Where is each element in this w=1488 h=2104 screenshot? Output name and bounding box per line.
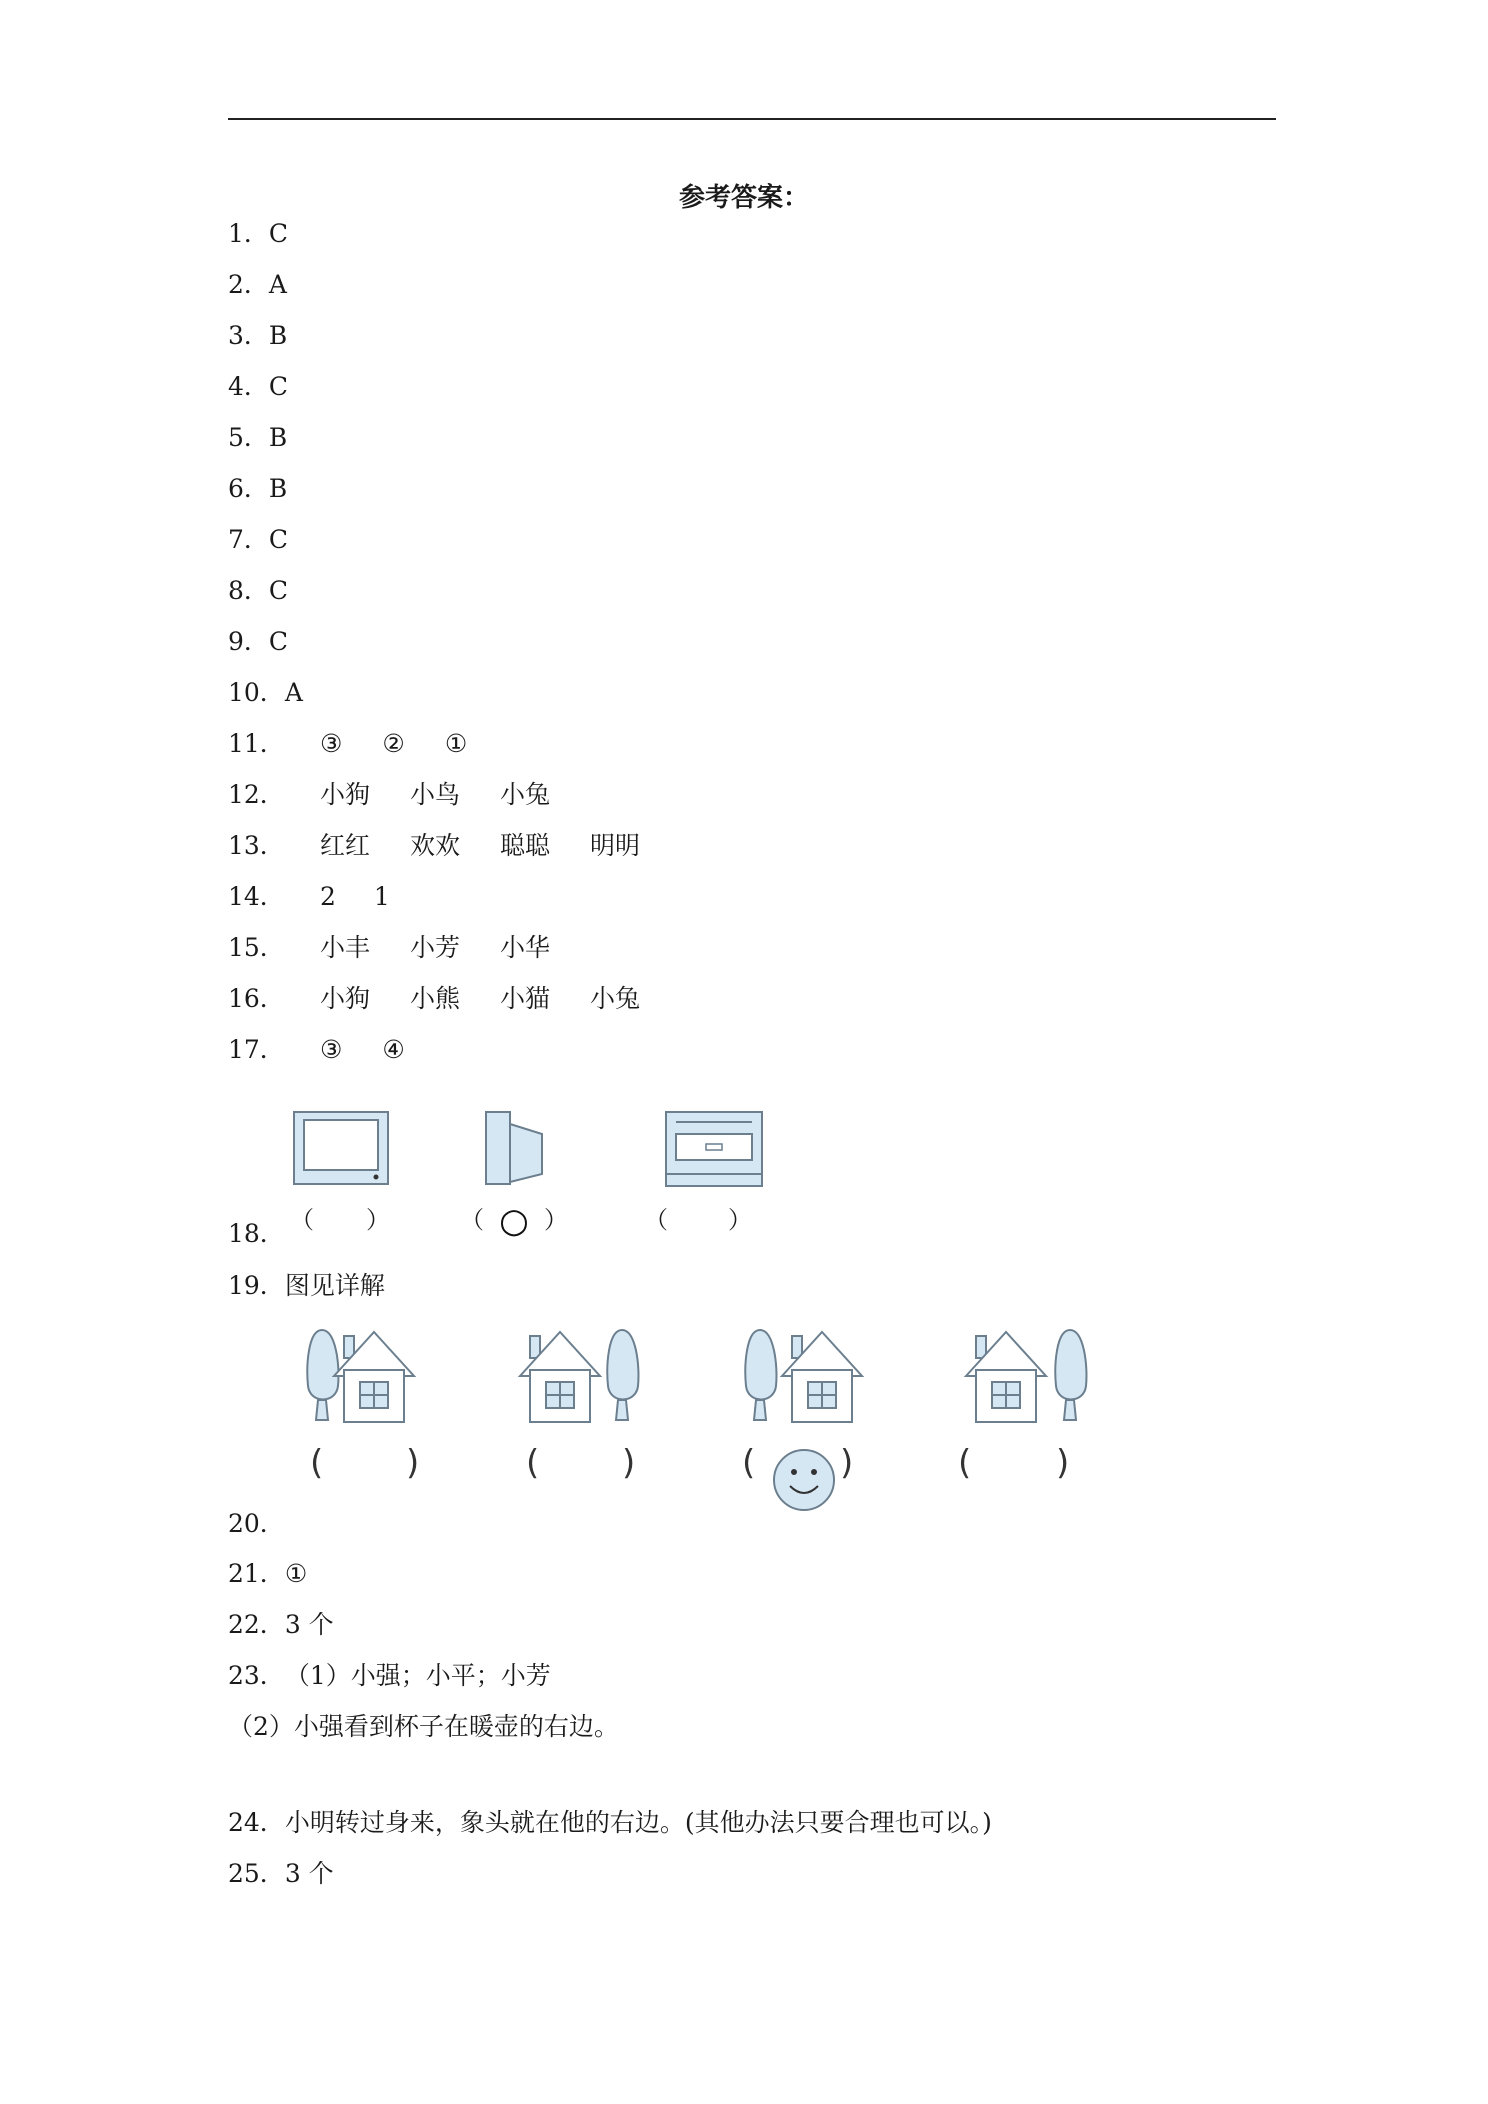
bracket-left: (	[958, 1443, 972, 1483]
answer-line	[228, 626, 288, 658]
option-text: 小兔	[590, 984, 641, 1013]
answer-text: A	[284, 678, 303, 707]
answer-line	[228, 1034, 405, 1066]
answer-line	[228, 1711, 619, 1743]
option-text: 红红	[320, 831, 371, 860]
option-text: ①	[444, 729, 468, 758]
option-text: 小兔	[500, 780, 551, 809]
bracket-left: （	[460, 1208, 484, 1234]
answer-text: A	[268, 270, 287, 299]
answer-line	[228, 575, 288, 607]
answer-line	[228, 1858, 334, 1890]
answer-line	[228, 779, 550, 811]
answer-text: B	[268, 423, 288, 452]
question-number: 25．	[228, 1859, 285, 1888]
question-number: 21．	[228, 1559, 285, 1588]
house-tree-group-4	[966, 1330, 1086, 1422]
answer-line	[228, 1807, 992, 1839]
question-number: 8．	[228, 576, 269, 605]
answer-text: B	[268, 474, 288, 503]
question-number: 12．	[228, 780, 285, 809]
house-icon	[782, 1332, 862, 1422]
bracket-left: （	[290, 1208, 314, 1234]
option-text: 小芳	[410, 933, 461, 962]
answer-text: C	[268, 219, 289, 248]
answer-line	[228, 728, 467, 760]
answer-text: （1）小强；小平；小芳	[284, 1661, 551, 1690]
question-number: 16．	[228, 984, 285, 1013]
question-number: 5．	[228, 423, 269, 452]
question-number: 17．	[228, 1035, 285, 1064]
question-number: 4．	[228, 372, 269, 401]
option-text: 明明	[590, 831, 641, 860]
question-number: 13．	[228, 831, 285, 860]
answer-line	[228, 983, 640, 1015]
tv-top-icon	[666, 1112, 762, 1186]
tree-icon	[1055, 1330, 1086, 1400]
answer-line	[228, 1218, 285, 1250]
question-number: 18．	[228, 1219, 285, 1248]
house-tree-group-1	[307, 1330, 414, 1422]
option-text: 聪聪	[500, 831, 551, 860]
question-number: 15．	[228, 933, 285, 962]
question-number: 11．	[228, 729, 285, 758]
header-rule	[228, 118, 1276, 120]
house-icon	[966, 1332, 1046, 1422]
option-text: 1	[373, 882, 390, 911]
answer-line	[228, 1660, 551, 1692]
answer-circle-mark: ○	[499, 1201, 529, 1241]
answer-text: B	[268, 321, 288, 350]
bracket-left: （	[644, 1208, 668, 1234]
bracket-right: )	[840, 1443, 854, 1483]
question-number: 2．	[228, 270, 269, 299]
option-text: 小狗	[320, 984, 371, 1013]
answer-line	[228, 371, 288, 403]
answer-text: 3 个	[284, 1859, 334, 1888]
answer-text: C	[268, 525, 289, 554]
house-icon	[520, 1332, 600, 1422]
answer-text: 3 个	[284, 1610, 334, 1639]
answer-line	[228, 1609, 334, 1641]
question-number: 19．	[228, 1271, 285, 1300]
tree-icon	[307, 1330, 338, 1400]
option-text: 小丰	[320, 933, 371, 962]
tv-side-icon	[486, 1112, 542, 1184]
answer-line	[228, 269, 287, 301]
bracket-left: (	[526, 1443, 540, 1483]
tree-icon	[745, 1330, 776, 1400]
house-tree-group-2	[520, 1330, 638, 1422]
answer-text: C	[268, 627, 289, 656]
answer-line	[228, 881, 390, 913]
option-text: 小熊	[410, 984, 461, 1013]
bracket-right: ）	[728, 1208, 752, 1234]
answer-text: 小明转过身来，象头就在他的右边。(其他办法只要合理也可以。)	[284, 1808, 992, 1837]
option-text: ③	[320, 1035, 343, 1064]
bracket-left: (	[310, 1443, 324, 1483]
bracket-right: ）	[366, 1208, 390, 1234]
option-text: 欢欢	[410, 831, 461, 860]
bracket-right: )	[1056, 1443, 1070, 1483]
answer-line	[228, 473, 287, 505]
option-text: ②	[382, 729, 405, 758]
tree-icon	[607, 1330, 638, 1400]
q20-figure	[300, 1326, 1100, 1516]
answer-line	[228, 1508, 285, 1540]
answer-line	[228, 1558, 307, 1590]
bracket-right: )	[622, 1443, 636, 1483]
question-number: 20．	[228, 1509, 285, 1538]
answer-line	[228, 830, 640, 862]
answer-line	[228, 677, 303, 709]
smiley-face-icon	[774, 1450, 834, 1510]
question-number: 22．	[228, 1610, 285, 1639]
answer-line	[228, 932, 550, 964]
question-number: 9．	[228, 627, 269, 656]
question-number: 14．	[228, 882, 285, 911]
option-text: 2	[320, 882, 336, 911]
question-number: 3．	[228, 321, 269, 350]
option-text: 小狗	[320, 780, 371, 809]
option-text: 小华	[500, 933, 551, 962]
bracket-right: ）	[544, 1208, 568, 1234]
answer-line	[228, 1270, 385, 1302]
answer-text: 图见详解	[284, 1271, 385, 1300]
option-text: ③	[320, 729, 343, 758]
answer-text: （2）小强看到杯子在暖壶的右边。	[228, 1712, 619, 1741]
answer-text: C	[268, 576, 289, 605]
option-text: 小猫	[500, 984, 551, 1013]
q18-figure	[280, 1104, 800, 1241]
question-number: 10．	[228, 678, 285, 707]
answer-text: ①	[284, 1559, 308, 1588]
question-number: 24．	[228, 1808, 285, 1837]
page-title: 参考答案：	[678, 183, 809, 213]
bracket-left: (	[742, 1443, 756, 1483]
answer-line	[228, 320, 287, 352]
answer-line	[228, 422, 287, 454]
answer-text: C	[268, 372, 289, 401]
question-number: 1．	[228, 219, 269, 248]
house-icon	[334, 1332, 414, 1422]
bracket-right: )	[406, 1443, 420, 1483]
question-number: 23．	[228, 1661, 285, 1690]
house-tree-group-3	[745, 1330, 862, 1422]
option-text: ④	[382, 1035, 405, 1064]
answer-line	[228, 524, 288, 556]
question-number: 6．	[228, 474, 269, 503]
question-number: 7．	[228, 525, 269, 554]
answer-line	[228, 218, 288, 250]
option-text: 小鸟	[410, 780, 461, 809]
tv-front-icon	[294, 1112, 388, 1184]
